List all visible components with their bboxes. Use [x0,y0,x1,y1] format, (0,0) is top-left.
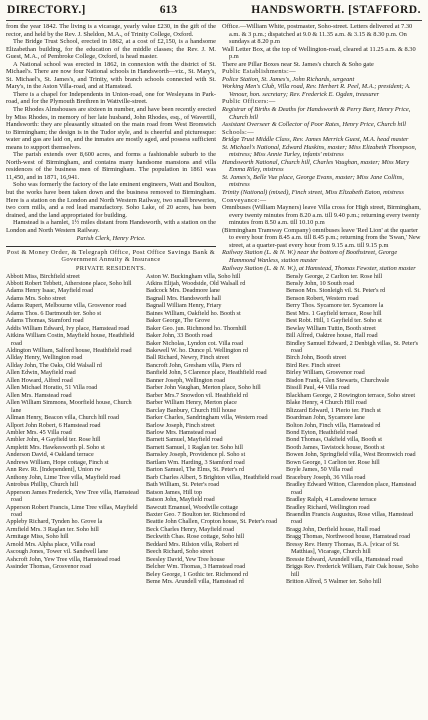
resident-entry: Barlow Joseph, Finch street [146,421,215,429]
school-entry: Handsworth National, Church hill, Charles Vaughan, master; Miss Mary Emma Riley, mistress [222,158,410,174]
intro-paragraph: The parish extends over 8,600 acres, and forms a fashionable suburb to the North-west of Birmingham, and contains many handsome mansions and villa residences of the business men of Birmingham. The population in 1861 was 11,450, and in 1871, 16,941. [6,151,216,181]
resident-entry: Appleby Richard, Tynden ho. Grove la [6,518,103,526]
resident-entry: Allport John Robert, 6 Hamstead road [6,421,101,429]
section-heading: Public Officers:— [222,98,276,106]
intro-paragraph: The Rhodes Almshouses are sixteen in number, and have been recently erected by Miss Rhodes, in memory of her late husband, John Rhodes, esq., of Wavertill, Handsworth: they are pleasantly situated on the main road from West Bromwich to Birmingham; the design is in the Tudor style, and is cheerful and picturesque: water and gas are laid on, and the inmates are mostly aged, and possess sufficient means to support themselves. [6,106,216,151]
resident-entry: Beattie John Challen, Cropton house, St. Peter's road [146,518,278,526]
resident-entry: Allday John, The Oaks, Old Walsall rd [6,361,102,369]
resident-entry: Bressy Rev. Henry Thomas, B.A. [vicar of St. Matthias], Vicarage, Church hill [286,540,400,556]
resident-entry: Bensly George, 2 Carlton ter. Rose hill [286,272,383,280]
post-office-text: Office.—William White, postmaster, Soho-street. Letters delivered at 7.30 a.m. & 3 p.m.; dispatched at 9.0 & 11.35 a.m. & 3.15 & 8.30 p.m. On sundays at 8.20 p.m [222,23,413,46]
resident-entry: Bragg John, Derfield house, Hall road [286,525,381,533]
resident-entry: Baker John, 33 Booth road [146,332,213,340]
resident-entry: Benson Mrs. Stonleigh vil. St. Peter's rd [286,287,386,295]
header-place: HANDSWORTH. [STAFFORD. [251,4,421,16]
establishment-entry: Working Men's Club, Villa road, Rev. Herbert R. Peel, M.A.; president; A. Venour, hon. secretary; Rev. Frederick E. Ogden, treasurer [222,83,411,98]
resident-entry: Berry Thos. Sycamore ter. Sycamore la [286,302,384,310]
resident-entry: Beech Richard, Soho street [146,548,214,556]
resident-entry: Beme Mrs. Arundell villa, Hamstead rd [146,578,244,586]
school-entry: Bridge Trust Middle Class, Rev. James Merrick Guest, M.A. head master [222,136,409,144]
resident-entry: Baxter Geo. 7 Boulton ter. Richmond rd [146,511,246,518]
post-office-heading: Post & Money Order, & Telegraph Office, Post Office Savings Bank & Government Annuity & Insurance [6,248,216,264]
resident-entry: Bewlay William Tuttin, Booth street [286,324,376,332]
pillar-boxes: There are Pillar Boxes near St. James's church & Soho gate [222,60,374,68]
resident-entry: Baker Nicholas, Lyndon cot. Villa road [146,339,243,347]
resident-entry: Abbott Robert Tebbett, Atherstone place, Soho hill [6,279,132,287]
resident-entry: Allen Edwin, Mayfield road [6,369,76,377]
resident-entry: Bakewell W. ho. Dunce pl. Wellington rd [146,347,248,355]
resident-entry: Ascough Jones, Tower vil. Sandwell lane [6,548,109,556]
resident-entry: Bath William, St. Peter's road [146,481,220,489]
page-number: 613 [159,4,178,16]
resident-entry: Barnett Samuel, Mayfield road [146,436,223,444]
section-heading: Schools:— [222,128,255,136]
resident-entry: Booth James, Tavistock house, Booth st [286,443,385,451]
resident-entry: Armitage Miss, Soho hill [6,533,69,541]
intro-paragraph: A National school was erected in 1862, in connexion with the district of St. Michael's. There are now four National schools in Handsworth—viz., St. Mary's, St. Michael's, St. James's, and Trinity, with branch schools connected with St. Mary's, in the Aston Villa-road, and at Hamstead. [6,60,216,91]
resident-entry: Beesley David, Yew Tree house [146,555,225,563]
school-entry: St. Michael's National, Edward Huskins, master; Miss Elizabeth Thompson, mistress; Miss Annie Turley, infants' mistress [222,143,417,159]
resident-entry: Allen Howard, Alfred road [6,376,73,384]
officer-entry: Assistant Overseer & Collector of Poor Rates, Henry Price, Church hill [222,121,407,129]
resident-entry: Allman Henry, Beacon villa, Church hill road [6,414,120,422]
resident-entry: Abbott Miss, Birchfield street [6,272,80,280]
resident-entry: Adams Mrs. Soho street [6,294,66,302]
resident-entry: Adams Rupert, Melbourne villa, Grosvenor road [6,302,127,310]
resident-entry: Bown George, 1 Carlton ter. Rose hill [286,458,380,466]
residents-column-1 [6,273,142,586]
resident-entry: Bindley Samuel Edward, 2 Denbigh villas, St. Peter's road [286,339,419,355]
resident-entry: Bradley Edward Witton, Clarendon place, Hamstead road [286,481,417,496]
residents-column-2 [146,273,282,586]
left-column [6,23,216,273]
header-section: DIRECTORY.] [7,4,86,16]
establishment-entry: Police Station, St. James's, John Richards, sergeant [222,75,355,83]
resident-entry: Andrews William, Hope cottage, Finch st [6,458,109,466]
resident-entry: Allen Mrs. Hamstead road [6,391,72,399]
parish-clerk: Parish Clerk, Henry Price. [76,235,146,243]
resident-entry: Blake Henry, 4 Church Hill road [286,399,367,407]
resident-entry: Ball Richard, Newry, Finch street [146,354,230,362]
section-heading: Public Establishments:— [222,68,296,76]
resident-entry: Barber Mrs.7 Snowdon vil. Heathfield rd [146,391,248,399]
resident-entry: Ampleitt Mrs. Hawkesworth pl. Soho st [6,443,105,451]
resident-entry: Banner Joseph, Wellington road [146,376,226,384]
intro-paragraph: The Bridge Trust School, erected in 1862, at a cost of £2,150, is a handsome Elizabethan building, for the education of the middle classes; the Rev. J. M. Guest, M.A., of Pembroke College, Oxford, is head master. [6,38,216,61]
resident-entry: Apperson Robert Francis, Lime Tree villas, Mayfield road [6,503,138,518]
resident-entry: Bancroft John, Gresham villa, Piers rd [146,361,242,369]
resident-entry: Beck Charles Henry, Mayfield road [146,525,235,533]
resident-entry: Apperson James Frederick, Yew Tree villa, Hamstead road [6,488,139,504]
resident-entry: Barclay Banbury, Church Hill house [146,406,237,414]
resident-entry: Banfield John, 5 Clarence place, Heathfield road [146,369,267,377]
resident-entry: Beley George, 1 Gothic ter. Richmond rd [146,570,248,578]
resident-entry: Bond Eyton, Heathfield road [286,429,358,437]
resident-entry: Britton Alfred, 5 Walmer ter. Soho hill [286,578,382,586]
residents-column-3 [286,273,422,586]
resident-entry: Allen Michael Horatio, 51 Villa road [6,384,98,392]
resident-entry: Bolton John, Finch villa, Hamstead rd [286,421,381,429]
resident-entry: Anthony John, Lime Tree villa, Mayfield road [6,473,121,481]
resident-entry: Arnold Mrs. Alpha place, Villa road [6,540,96,548]
resident-entry: Barton Samuel, The Elms, St. Peter's rd [146,466,245,474]
officer-entry: Registrar of Births & Deaths for Handsworth & Perry Barr, Henry Price, Church hill [222,106,411,121]
resident-entry: Allday Henry, Wellington road [6,354,83,362]
resident-entry: Batson John, Mayfield road [146,496,215,504]
resident-entry: Assinder Thomas, Grosvenor road [6,563,92,571]
resident-entry: Bradley Richard, Wellington road [286,503,370,511]
conveyance-entry: Omnibuses (William Mayners) leave Villa cross for High street, Birmingham, every twenty minutes from 8.20 a.m. till 9.40 p.m.; returning every twenty minutes from 8.50 a.m. till 10.10 p.m [222,204,421,227]
page-header [6,4,422,21]
resident-entry: Baker Geo. jun. Richmond ho. Thornhill [146,324,247,332]
resident-entry: Adams Henry Isaac, Mayfield road [6,287,94,295]
resident-entry: Bragg Thomas, Northwood house, Hamstead road [286,533,411,541]
resident-entry: Barber John Vaughan, Merton place, Soho hill [146,384,261,392]
resident-entry: Beddard Mrs. Rilston villa, Robert rd [146,540,239,548]
resident-entry: Anderson David, 4 Oakland terrace [6,451,94,459]
resident-entry: Allen William Simmons, Moorfield house, Church lane [6,399,132,414]
resident-entry: Barnsley Joseph, Providence pl. Soho st [146,451,246,459]
resident-entry: Barb Charles Albert, 5 Brighton villas, Heathfield road [146,473,282,481]
resident-entry: Armfield Mrs. 3 Raglan ter. Soho hill [6,525,99,533]
residents-list [6,273,422,586]
resident-entry: Bensly John, 10 South road [286,279,355,287]
resident-entry: Ambler John, 4 Gayfield ter. Rose hill [6,436,101,444]
resident-entry: Bird Rev. Finch street [286,361,341,369]
resident-entry: Barker Charles, Sandringham villa, Western road [146,414,268,422]
resident-entry: Baker George, The Grove [146,317,211,325]
directory-page [6,4,422,716]
intro-paragraph: Soho was formerly the factory of the late eminent engineers, Watt and Boulton, but the works have been taken down and the business removed to Birmingham. Here is a station on the London and North Western Railway, two small breweries, two corn mills, and a red lead manufactory. Soho Lake, of 20 acres, has been drained, and the land appropriated for building. [6,181,216,219]
school-entry: St. James's, Belle Vue place, George Evans, master; Miss Jane Collins, mistress [222,173,404,189]
resident-entry: Ann Rev. Rt. [Independent], Union rw [6,466,102,474]
divider [6,246,216,247]
school-entry: Trinity (National) (mixed), Finch street, Miss Elizabeth Eaton, mistress [222,189,404,197]
resident-entry: Best Robt. Hill, 1 Gayfield ter. Soho st [286,317,382,325]
resident-entry: Bond Thomas, Oakfield villa, Booth st [286,436,382,444]
resident-entry: Briggs Rev. Frederick William, Fair Oak house, Soho hill [286,563,419,578]
resident-entry: Boardman John, Sycamore lane [286,414,365,422]
resident-entry: Barnett Samuel, 1 Raglan ter. Soho hill [146,443,243,451]
resident-entry: Bill Alfred, Oaktree house, Hall road [286,332,378,340]
resident-entry: Bressie Edward, Arundell villa, Hamstead road [286,555,403,563]
resident-entry: Bradley Ralph, 4 Lansdowne terrace [286,496,377,504]
resident-entry: Beckwith Chas. Rose cottage, Soho hill [146,533,245,541]
resident-entry: Barber William Henry, Merton place [146,399,237,407]
resident-entry: Bawcutt Emanuel, Woodville cottage [146,503,239,511]
resident-entry: Bagnall Mrs. Handsworth hall [146,294,221,302]
resident-entry: Badcock Mrs. Deadmore lane [146,287,220,295]
resident-entry: Addis William Edward, Ivy place, Hamstead road [6,324,130,332]
resident-entry: Adams Thos. 6 Dartmouth ter. Soho st [6,309,102,317]
section-heading: Conveyance:— [222,196,267,204]
conveyance-entry: (Birmingham Tramway Company) omnibuses leave 'Red Lion' at the quarter to every hour from 8.45 a.m. till 8.45 p.m.; returning from the 'Swan,' New street, at a quarter-past every hour from 9.15 a.m. till 9.15 p.m [222,226,421,249]
intro-paragraph: Hamstead is a hamlet, 1½ miles distant from Handsworth, with a station on the London and North Western Railway. [6,219,216,234]
resident-entry: Blizzard Edward, 1 Pierio ter. Finch st [286,406,381,414]
wall-letter-box: Wall Letter Box, at the top of Wellington-road, cleared at 11.25 a.m. & 8.30 p.m [222,45,416,61]
resident-entry: Birley William, Grosvenor road [286,369,365,377]
railway-entry: Railway Station (L. & N. W.) near the bottom of Boothstreet, George Hammond Wanless, station master [222,249,398,264]
resident-entry: Aston W. Buckingham villa, Soho hill [146,272,241,280]
resident-entry: Braendlin Francis Augustus, Rose villas, Hamstead road [286,511,414,526]
resident-entry: Belcher Wm. Thomas, 3 Hamstead road [146,563,246,571]
resident-entry: Adams Thomas, Stamford road [6,317,84,325]
resident-entry: Bagnall William Henry, Friary [146,302,222,310]
resident-entry: Antrobus Phillip, Church hill [6,481,79,489]
right-column [222,23,422,273]
resident-entry: Aitkins William Costin, Mayfield house, Heathfield road [6,332,135,347]
resident-entry: Benson Robert, Western road [286,294,359,302]
intro-paragraph: from the year 1842. The living is a vicarage, yearly value £230, in the gift of the rector, and held by the Rev. J. Sheldon, M.A., of Trinity College, Oxford. [6,23,216,38]
resident-entry: Atkins Elijah, Woodside, Old Walsall rd [146,279,246,287]
railway-entry: Railway Station (L. & N. W.), at Hamstead, Thomas Fewster, station master [222,264,416,272]
intro-paragraph: There is a chapel for Independents in Union-road, one for Wesleyans in Park-road, and for the Plymouth Brethren in Wattville-street. [6,90,216,106]
resident-entry: Bissill Paul, 44 Villa road [286,384,350,392]
private-residents-heading: PRIVATE RESIDENTS. [75,264,147,272]
resident-entry: Batson James, Hill top [146,488,203,496]
resident-entry: Bracebury Joseph, 36 Villa road [286,473,366,481]
resident-entry: Bartlam Wm. Harding, 3 Stamford road [146,458,245,466]
resident-entry: Ashcroft John, Yew Tree villa, Hamstead road [6,555,121,563]
resident-entry: Bisdon Frank, Glen Stewarts, Churchvale [286,376,390,384]
resident-entry: Blackham George, 2 Rowington terrace, Soho street [286,391,416,399]
resident-entry: Barlow Mrs. Hamstead road [146,429,217,437]
resident-entry: Boyle James, 50 Villa road [286,466,353,474]
resident-entry: Bowen John, Springfield villa, West Bromwich road [286,451,416,459]
resident-entry: Best Mrs. 1 Gayfield terrace, Rose hill [286,309,382,317]
resident-entry: Ambler Mrs. 45 Villa road [6,429,72,437]
upper-columns [6,23,422,273]
resident-entry: Aldington William, Salford house, Heathfield road [6,347,132,355]
resident-entry: Birch John, Booth street [286,354,347,362]
resident-entry: Baines William, Oakfield ho. Booth st [146,309,241,317]
